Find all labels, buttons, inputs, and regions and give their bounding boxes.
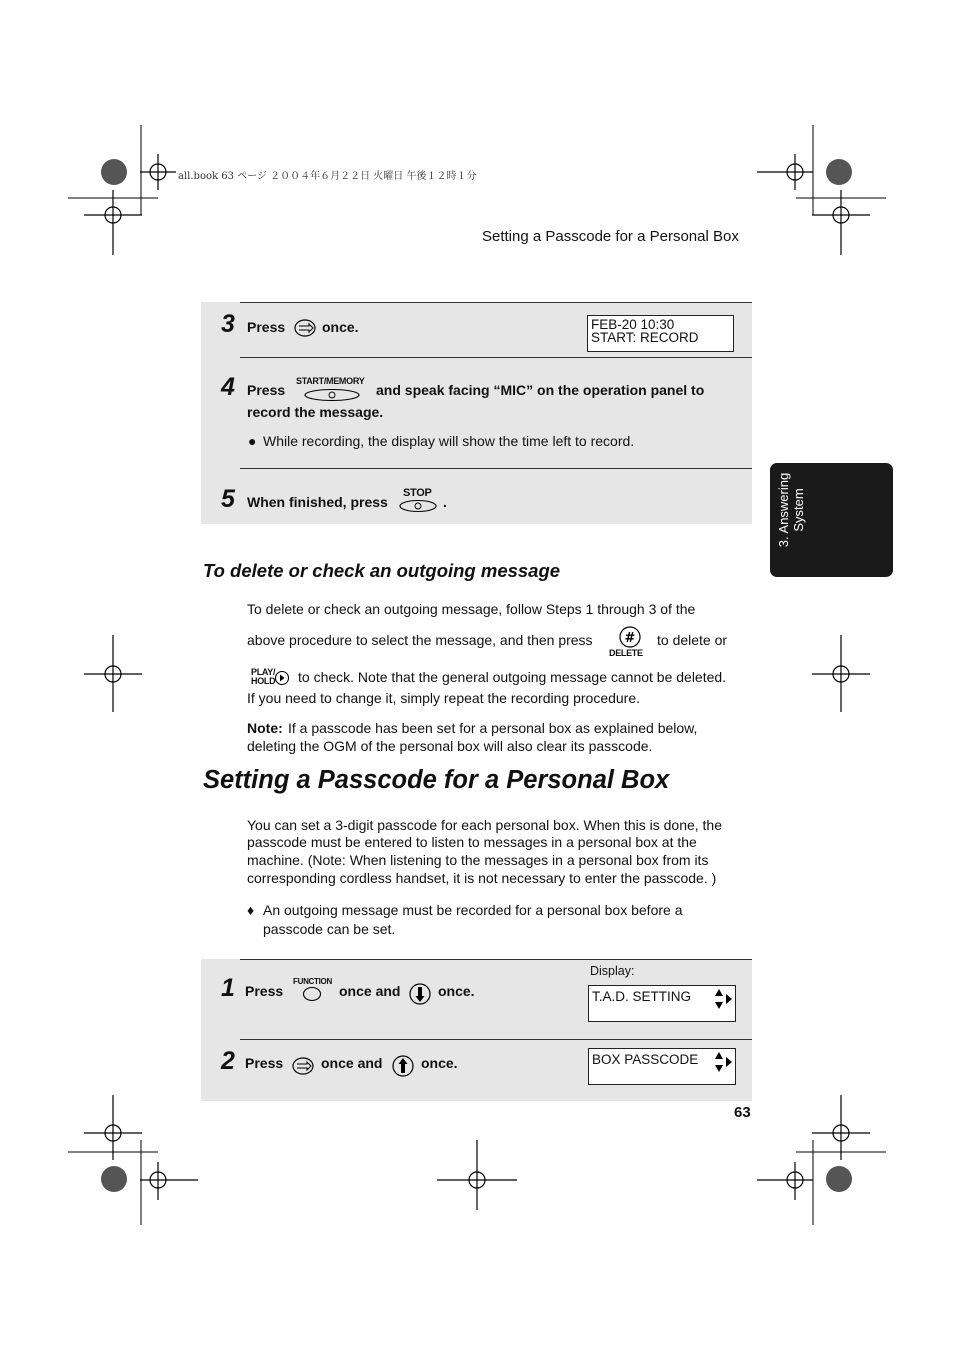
paragraph-line: above procedure to select the message, and then press bbox=[247, 632, 593, 648]
start-memory-key-icon bbox=[302, 388, 362, 402]
intro-line: machine. (Note: When listening to the messages in a personal box from its bbox=[247, 852, 709, 868]
chapter-tab-label: 3. Answering System bbox=[776, 472, 806, 548]
section-heading: Setting a Passcode for a Personal Box bbox=[203, 766, 670, 794]
note-text: deleting the OGM of the personal box will also clear its passcode. bbox=[247, 738, 653, 754]
bullet-dot: ● bbox=[248, 433, 257, 449]
chapter-tab bbox=[770, 463, 893, 577]
paragraph-line: To delete or check an outgoing message, follow Steps 1 through 3 of the bbox=[247, 601, 696, 617]
lcd-display: T.A.D. SETTING bbox=[588, 985, 736, 1022]
running-header: Setting a Passcode for a Personal Box bbox=[482, 228, 739, 245]
step-text: once and bbox=[339, 983, 401, 999]
play-hold-key-icon bbox=[274, 670, 290, 686]
up-down-arrows-icon bbox=[714, 1051, 734, 1073]
step-text: Press bbox=[247, 382, 286, 398]
step-number: 3 bbox=[221, 310, 235, 338]
step-number: 5 bbox=[221, 485, 235, 513]
play-hold-key-label: PLAY/ HOLD bbox=[251, 667, 276, 686]
step-text: . bbox=[443, 494, 447, 510]
paragraph-line: If you need to change it, simply repeat the recording procedure. bbox=[247, 690, 641, 706]
subheading: To delete or check an outgoing message bbox=[203, 560, 561, 581]
step-number: 1 bbox=[221, 974, 235, 1002]
paragraph-line: to delete or bbox=[657, 632, 728, 648]
paragraph-line: to check. Note that the general outgoing message cannot be deleted. bbox=[298, 669, 727, 685]
up-arrow-key-icon bbox=[392, 1055, 414, 1077]
step-text: Press bbox=[245, 1055, 284, 1071]
lcd-display: FEB-20 10:30 START: RECORD bbox=[587, 315, 734, 352]
step-text: When finished, press bbox=[247, 494, 388, 510]
lcd-display: BOX PASSCODE bbox=[588, 1048, 736, 1085]
step-number: 4 bbox=[221, 373, 235, 401]
intro-line: corresponding cordless handset, it is not necessary to enter the passcode. ) bbox=[247, 870, 717, 886]
down-arrow-key-icon bbox=[409, 983, 431, 1005]
step-text: once. bbox=[322, 319, 359, 335]
function-key-label: FUNCTION bbox=[293, 977, 332, 986]
diamond-bullet-icon: ♦ bbox=[247, 902, 255, 918]
right-arrow-key-icon bbox=[294, 319, 316, 337]
print-header: all.book 63 ページ ２００４年６月２２日 火曜日 午後１２時１分 bbox=[178, 171, 477, 182]
delete-key-label: DELETE bbox=[609, 648, 643, 658]
hash-key-icon bbox=[618, 626, 642, 648]
note-label: Note: bbox=[247, 720, 283, 736]
bullet-text: An outgoing message must be recorded for a personal box before a bbox=[263, 902, 683, 918]
step-text: Press bbox=[245, 983, 284, 999]
function-key-icon bbox=[302, 986, 322, 1002]
note-text: If a passcode has been set for a personal box as explained below, bbox=[288, 720, 698, 736]
intro-line: passcode must be entered to listen to messages in a personal box at the bbox=[247, 834, 697, 850]
step-number: 2 bbox=[221, 1047, 235, 1075]
stop-key-icon bbox=[398, 499, 438, 513]
step-text: and speak facing “MIC” on the operation panel to bbox=[376, 382, 705, 398]
right-arrow-key-icon bbox=[292, 1057, 314, 1075]
step-text: record the message. bbox=[247, 404, 384, 420]
step-text: once. bbox=[421, 1055, 458, 1071]
step-text: Press bbox=[247, 319, 286, 335]
bullet-text: passcode can be set. bbox=[263, 921, 396, 937]
step-text: once. bbox=[438, 983, 475, 999]
display-label: Display: bbox=[590, 964, 635, 978]
step-text: once and bbox=[321, 1055, 383, 1071]
up-down-arrows-icon bbox=[714, 988, 734, 1010]
page-number: 63 bbox=[734, 1104, 751, 1121]
intro-line: You can set a 3-digit passcode for each personal box. When this is done, the bbox=[247, 817, 723, 833]
svg-text:#: # bbox=[624, 631, 636, 646]
start-memory-key-label: START/MEMORY bbox=[296, 376, 365, 386]
bullet-text: While recording, the display will show the time left to record. bbox=[263, 433, 635, 449]
stop-key-label: STOP bbox=[403, 487, 432, 499]
